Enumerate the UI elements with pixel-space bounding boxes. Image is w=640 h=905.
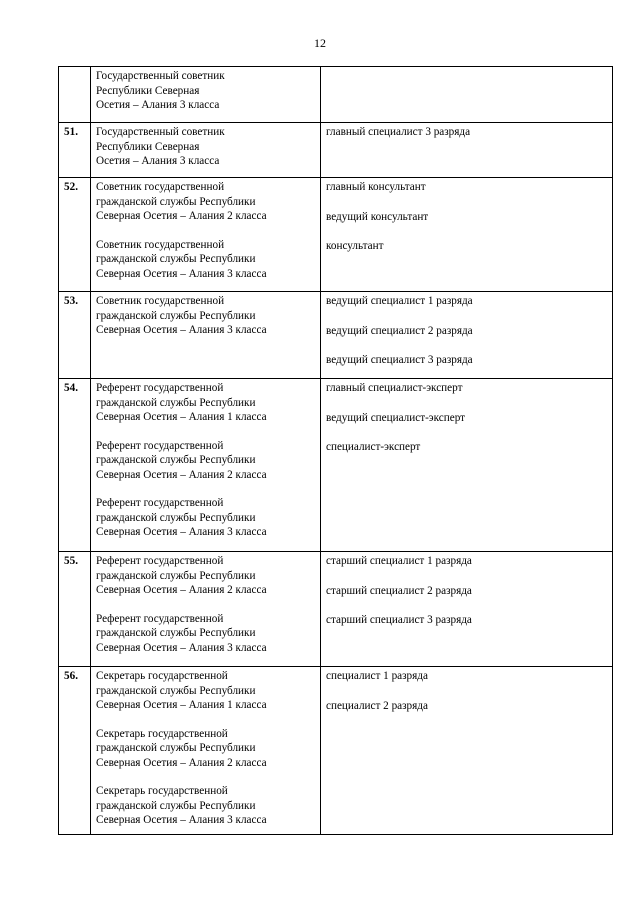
rank-line: гражданской службы Республики [96,309,256,322]
position-item: ведущий консультант [326,210,429,223]
rank-line: Референт государственной [96,612,224,625]
position-item: специалист 1 разряда [326,670,428,682]
rank-paragraph [96,180,315,224]
rank-line: гражданской службы Республики [96,799,256,812]
row-number [59,67,91,123]
position-item: ведущий специалист-эксперт [326,411,466,424]
rank-paragraph [96,784,315,828]
position-item: старший специалист 3 разряда [326,614,472,626]
position-item: главный специалист 3 разряда [326,126,471,138]
rank-cell [91,552,321,667]
rank-line: гражданской службы Республики [96,253,256,265]
position-cell [321,379,613,552]
rank-paragraph [96,554,315,598]
position-item: старший специалист 1 разряда [326,555,472,567]
rank-cell [91,67,321,123]
rank-line: Северная Осетия – Алания 3 класса [96,526,267,538]
position-item: консультант [326,240,384,252]
table-row [59,552,613,667]
rank-line: Секретарь государственной [96,727,228,740]
position-cell [321,292,613,379]
rank-line: Советник государственной [96,295,225,307]
rank-paragraph [96,238,315,282]
rank-cell [91,178,321,292]
rank-line: Референт государственной [96,497,224,509]
row-number: 54. [59,379,91,552]
rank-line: Северная Осетия – Алания 3 класса [96,267,267,280]
rank-cell [91,667,321,835]
rank-paragraph [96,381,315,425]
table-row [59,379,613,552]
rank-line: Северная Осетия – Алания 2 класса [96,584,267,596]
rank-line: Секретарь государственной [96,670,228,682]
position-item: специалист-эксперт [326,441,421,453]
position-item: главный специалист-эксперт [326,382,463,394]
rank-line: гражданской службы Республики [96,569,256,582]
table-row [59,667,613,835]
rank-paragraph [96,294,315,338]
rank-line: Северная Осетия – Алания 2 класса [96,756,267,769]
rank-line: Советник государственной [96,181,225,193]
position-cell [321,552,613,667]
rank-line: Осетия – Алания 3 класса [96,155,220,167]
rank-paragraph [96,69,315,113]
rank-paragraph [96,669,315,713]
rank-paragraph [96,612,315,656]
position-item: ведущий специалист 1 разряда [326,295,473,307]
rank-line: Северная Осетия – Алания 2 класса [96,468,267,481]
rank-line: Референт государственной [96,439,224,452]
rank-paragraph [96,125,315,169]
rank-line: Референт государственной [96,555,224,567]
row-number: 53. [59,292,91,379]
position-item: ведущий специалист 3 разряда [326,354,473,366]
rank-line: Северная Осетия – Алания 1 класса [96,699,267,711]
rank-line: Государственный советник [96,126,225,138]
row-number: 52. [59,178,91,292]
position-item: старший специалист 2 разряда [326,584,472,597]
rank-line: Государственный советник [96,70,225,82]
table-row [59,292,613,379]
page-number: 12 [314,36,326,50]
rank-line: Северная Осетия – Алания 3 класса [96,641,267,654]
position-cell [321,178,613,292]
rank-line: гражданской службы Республики [96,684,256,697]
table-row [59,178,613,292]
table-row [59,67,613,123]
rank-cell [91,123,321,178]
rank-line: гражданской службы Республики [96,742,256,754]
position-item: ведущий специалист 2 разряда [326,324,473,337]
position-item: главный консультант [326,181,426,193]
rank-line: гражданской службы Республики [96,511,256,524]
row-number: 56. [59,667,91,835]
rank-line: Советник государственной [96,238,225,251]
rank-line: Северная Осетия – Алания 1 класса [96,411,267,423]
rank-line: гражданской службы Республики [96,396,256,409]
rank-paragraph [96,727,315,771]
rank-line: Северная Осетия – Алания 2 класса [96,210,267,222]
rank-line: Осетия – Алания 3 класса [96,99,220,111]
position-cell [321,123,613,178]
rank-line: Референт государственной [96,382,224,394]
row-number: 51. [59,123,91,178]
rank-paragraph [96,439,315,483]
rank-line: гражданской службы Республики [96,627,256,639]
ranks-positions-table [58,66,613,835]
rank-line: гражданской службы Республики [96,195,256,208]
table-row [59,123,613,178]
rank-line: Республики Северная [96,84,200,97]
rank-line: гражданской службы Республики [96,454,256,466]
position-item: специалист 2 разряда [326,699,428,712]
rank-cell [91,379,321,552]
rank-line: Северная Осетия – Алания 3 класса [96,324,267,336]
position-cell [321,67,613,123]
rank-line: Республики Северная [96,140,200,153]
rank-line: Секретарь государственной [96,785,228,797]
position-cell [321,667,613,835]
row-number: 55. [59,552,91,667]
rank-cell [91,292,321,379]
rank-line: Северная Осетия – Алания 3 класса [96,814,267,826]
rank-paragraph [96,496,315,540]
